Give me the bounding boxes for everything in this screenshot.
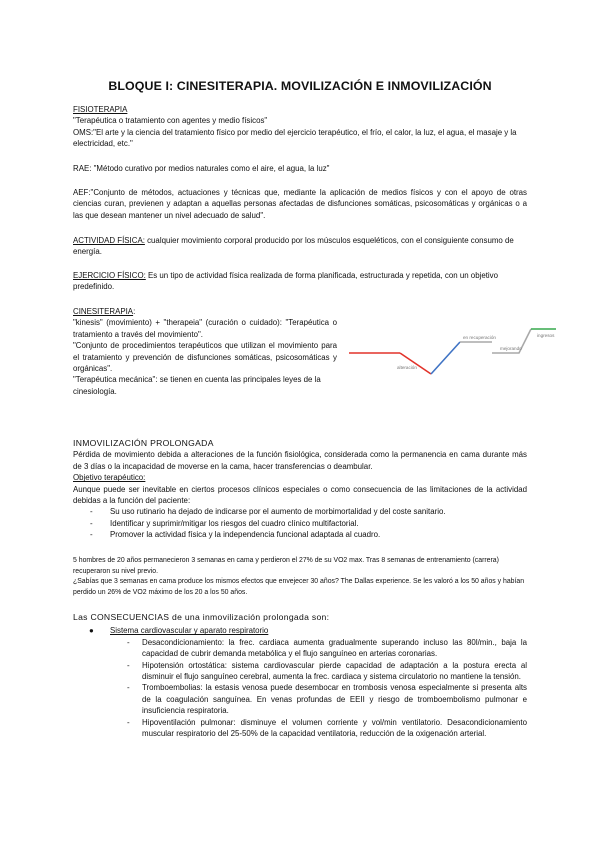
consecuencias-section (73, 612, 527, 739)
actividad-fisica-text: cualquier movimiento corporal producido por los músculos esqueléticos, con el consiguiente consumo de energía. (73, 236, 514, 257)
list-item: - Tromboembolias: la estasis venosa puede desembocar en trombosis venosa especialmente si presenta alts de la coagulación sanguínea. En venas profundas de EEII y riesgo de tromboembolismo pulmonar e insuficiencia respiratoria. (73, 682, 527, 716)
study-notes (73, 556, 527, 598)
inmovilizacion-definition: Pérdida de movimiento debida a alteraciones de la función fisiológica, considerada como la permanencia en cama durante más de 3 días o la incapacidad de moverse en la cama, hacer transferencias o deambular. (73, 450, 527, 471)
ejercicio-fisico-text: Es un tipo de actividad física realizada de forma planificada, estructurada y repetida, con un objetivo predefinido. (73, 271, 498, 292)
diagram-label-right: ingresos (537, 333, 555, 338)
cinesiterapia-colon: : (133, 307, 136, 316)
cardiovascular-list (73, 637, 527, 740)
objetivo-list (73, 506, 527, 540)
diagram-red-drop (400, 353, 431, 374)
consecuencias-list (73, 625, 527, 636)
cardiovascular-heading: Sistema cardiovascular y aparato respiratorio (110, 626, 269, 636)
actividad-fisica-label: ACTIVIDAD FÍSICA: (73, 236, 145, 245)
oms-definition: OMS:"El arte y la ciencia del tratamiento físico por medio del ejercicio terapéutico, el frío, el calor, la luz, el agua, el masaje y la electricidad, etc." (73, 127, 517, 149)
bullet-icon: ● (89, 626, 94, 636)
consecuencias-intro: Las CONSECUENCIAS de una inmovilización prolongada son: (73, 612, 330, 622)
diagram-label-mid: en recuperación (463, 335, 496, 340)
list-item: - Hipotensión ortostática: sistema cardiovascular pierde capacidad de adaptación a la postura erecta al disminuir el flujo sanguíneo cerebral, aumenta la frec. cardiaca y sistema circulatorio no mantiene la tensión. (73, 660, 527, 683)
diagram-label-left: alteración (397, 365, 417, 370)
ejercicio-fisico-definition (73, 270, 527, 293)
cinesiterapia-section (73, 306, 337, 397)
recovery-diagram (345, 322, 560, 382)
fisioterapia-section (73, 104, 527, 150)
fisioterapia-heading: FISIOTERAPIA (73, 105, 128, 114)
study-note-2: ¿Sabías que 3 semanas en cama produce los mismos efectos que envejecer 30 años? The Dallas experience. Se les valoró a los 50 años y habían perdido un 26% de VO2 máximo de los 20 a los 50 años. (73, 578, 525, 596)
rae-definition: RAE: "Método curativo por medios naturales como el aire, el agua, la luz" (73, 164, 330, 173)
list-item: - Identificar y suprimir/mitigar los riesgos del cuadro clínico multifactorial. (73, 518, 527, 529)
inmovilizacion-heading: INMOVILIZACIÓN PROLONGADA (73, 438, 214, 448)
cinesiterapia-etymology: "kinesis" (movimiento) + "therapeia" (curación o cuidado): "Terapéutica o tratamiento a través del movimiento". (73, 318, 337, 339)
study-note-1: 5 hombres de 20 años permanecieron 3 semanas en cama y perdieron el 27% de su VO2 max. Tras 8 semanas de entrenamiento (carrera) recuperaron su nivel previo. (73, 557, 499, 575)
list-item: - Su uso rutinario ha dejado de indicarse por el aumento de morbimortalidad y del coste sanitario. (73, 506, 527, 517)
cinesiterapia-mecanica: "Terapéutica mecánica": se tienen en cuenta las principales leyes de la cinesiología. (73, 375, 321, 396)
list-item (73, 625, 527, 636)
diagram-blue-rise (431, 342, 460, 374)
cinesiterapia-definition: "Conjunto de procedimientos terapéuticos que utilizan el movimiento para el tratamiento y prevención de disfunciones somáticas, psicosomáticas y orgánicas". (73, 341, 337, 374)
aef-definition: AEF:"Conjunto de métodos, actuaciones y técnicas que, mediante la aplicación de medios físicos y con el apoyo de otras ciencias curan, previenen y adaptan a aquellas personas afectadas de disfunciones somáticas, psicosomáticas y orgánicas o a las que desean mantener un nivel adecuado de salud". (73, 188, 527, 220)
ejercicio-fisico-label: EJERCICIO FÍSICO: (73, 271, 146, 280)
diagram-label-mid2: mejorando (500, 346, 522, 351)
inmovilizacion-section (73, 438, 527, 541)
page-title: BLOQUE I: CINESITERAPIA. MOVILIZACIÓN E INMOVILIZACIÓN (108, 79, 492, 93)
objetivo-text: Aunque puede ser inevitable en ciertos procesos clínicos especiales o como consecuencia de las limitaciones de la actividad debidas a la función del paciente: (73, 484, 527, 506)
actividad-fisica-definition (73, 235, 527, 258)
list-item: - Desacondicionamiento: la frec. cardiaca aumenta gradualmente superando incluso las 80l/min., baja la capacidad de cubrir demanda metabólica y el flujo sanguíneo en arterias coronarias. (73, 637, 527, 660)
objetivo-label: Objetivo terapéutico: (73, 473, 146, 483)
list-item: - Hipoventilación pulmonar: disminuye el volumen corriente y vol/min ventilatorio. Desacondicionamiento muscular respiratorio del 25-50% de la capacidad ventilatoria, reducción de la oxigenación arterial. (73, 717, 527, 740)
list-item: - Promover la actividad física y la independencia funcional adaptada al cuadro. (73, 529, 527, 540)
fisioterapia-definition: "Terapéutica o tratamiento con agentes y medio físicos" (73, 116, 268, 126)
cinesiterapia-heading: CINESITERAPIA (73, 307, 134, 316)
